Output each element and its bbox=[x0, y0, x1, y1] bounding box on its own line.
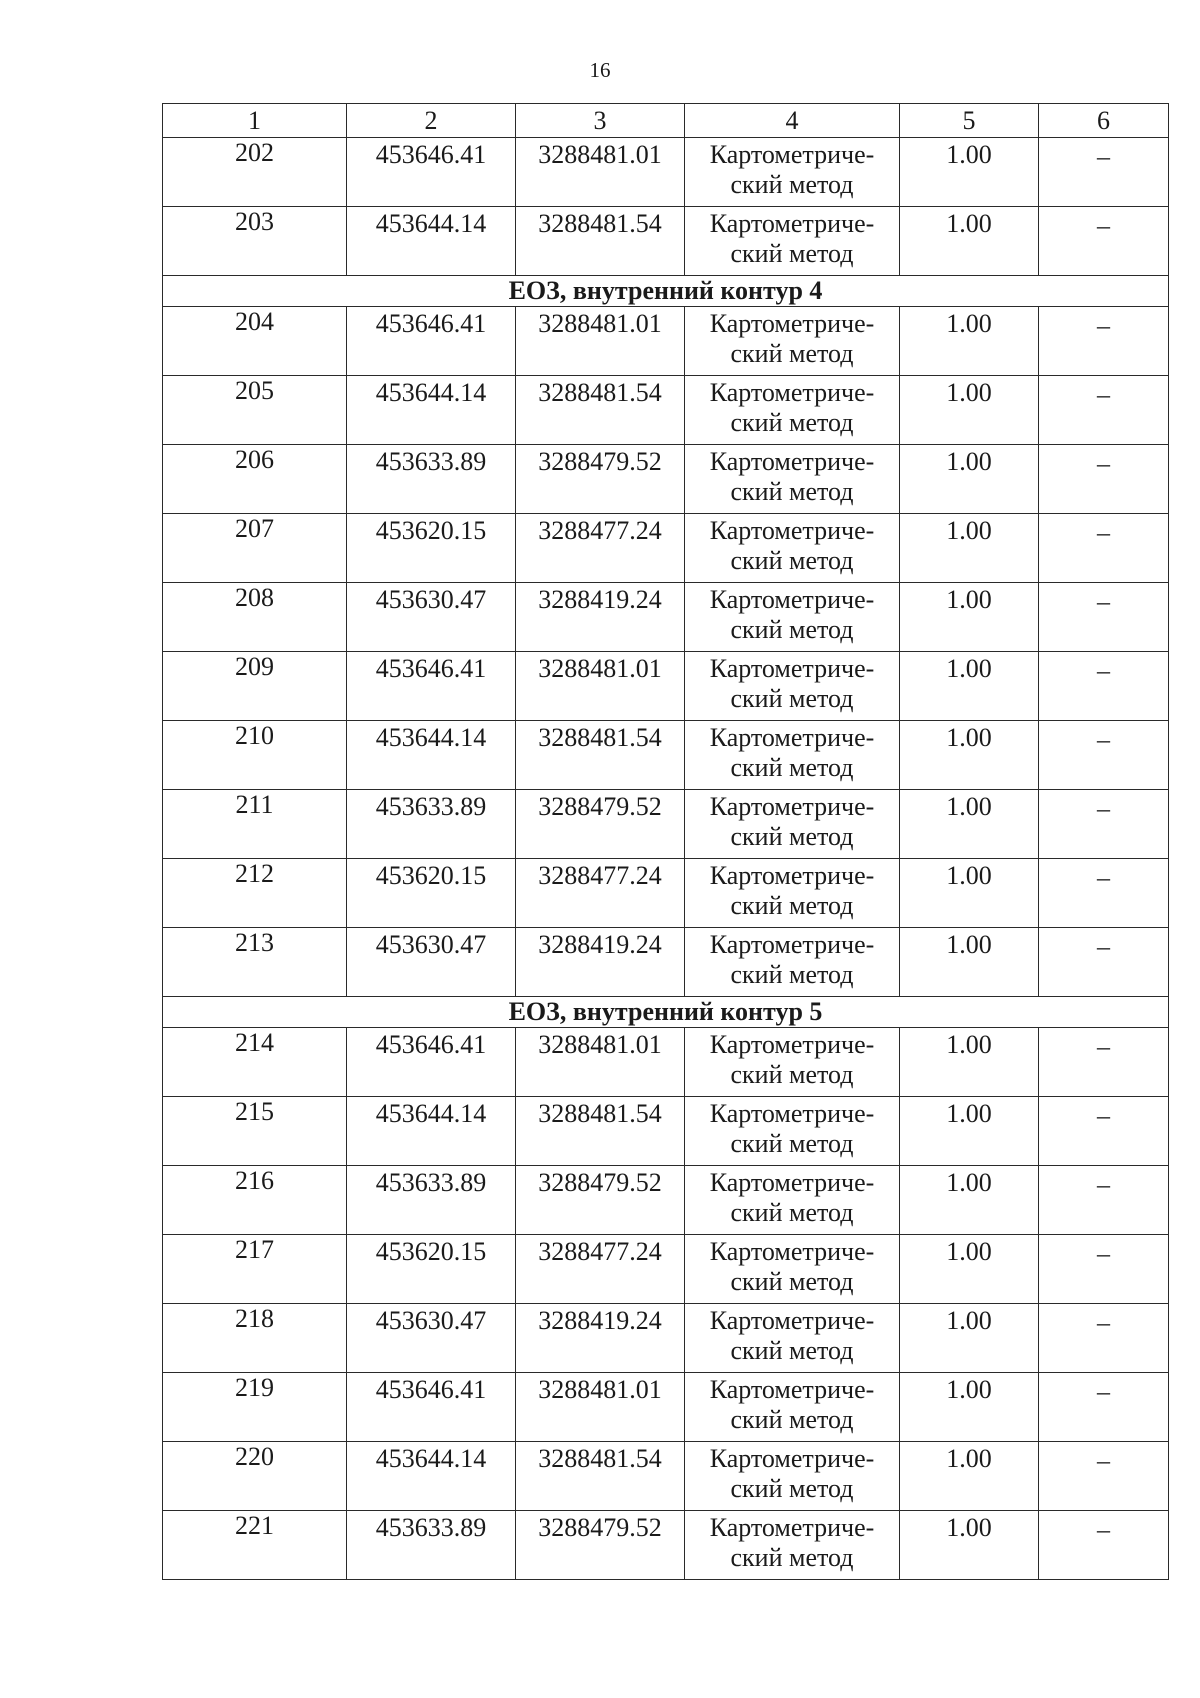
method-cell bbox=[685, 207, 900, 276]
x-coordinate-cell: 453633.89 bbox=[347, 445, 516, 514]
accuracy-cell: 1.00 bbox=[900, 652, 1039, 721]
note-cell: – bbox=[1039, 1442, 1169, 1511]
y-coordinate-cell: 3288477.24 bbox=[516, 1235, 685, 1304]
note-cell: – bbox=[1039, 859, 1169, 928]
x-coordinate-cell: 453630.47 bbox=[347, 928, 516, 997]
point-number-cell: 210 bbox=[163, 721, 347, 790]
method-cell bbox=[685, 376, 900, 445]
column-header: 6 bbox=[1039, 104, 1169, 138]
x-coordinate-cell: 453620.15 bbox=[347, 1235, 516, 1304]
point-number-cell: 202 bbox=[163, 138, 347, 207]
method-line-2: ский метод bbox=[730, 684, 854, 713]
point-number-cell: 218 bbox=[163, 1304, 347, 1373]
y-coordinate-cell: 3288481.54 bbox=[516, 721, 685, 790]
method-line-2: ский метод bbox=[730, 408, 854, 437]
method-line-1: Картометриче- bbox=[709, 1099, 875, 1128]
table-row bbox=[163, 1166, 1169, 1235]
note-cell: – bbox=[1039, 790, 1169, 859]
method-line-1: Картометриче- bbox=[709, 309, 875, 338]
note-cell: – bbox=[1039, 138, 1169, 207]
method-cell bbox=[685, 859, 900, 928]
method-line-2: ский метод bbox=[730, 1543, 854, 1572]
method-line-1: Картометриче- bbox=[709, 1513, 875, 1542]
table-row bbox=[163, 928, 1169, 997]
page-number: 16 bbox=[589, 58, 611, 82]
table-row bbox=[163, 652, 1169, 721]
method-cell bbox=[685, 307, 900, 376]
method-cell bbox=[685, 1166, 900, 1235]
note-cell: – bbox=[1039, 1373, 1169, 1442]
y-coordinate-cell: 3288481.01 bbox=[516, 1373, 685, 1442]
x-coordinate-cell: 453644.14 bbox=[347, 1097, 516, 1166]
method-cell bbox=[685, 1235, 900, 1304]
table-row bbox=[163, 1028, 1169, 1097]
x-coordinate-cell: 453646.41 bbox=[347, 307, 516, 376]
point-number-cell: 220 bbox=[163, 1442, 347, 1511]
method-line-1: Картометриче- bbox=[709, 654, 875, 683]
y-coordinate-cell: 3288479.52 bbox=[516, 1511, 685, 1580]
table-row bbox=[163, 1304, 1169, 1373]
table-row bbox=[163, 514, 1169, 583]
method-line-2: ский метод bbox=[730, 822, 854, 851]
method-line-1: Картометриче- bbox=[709, 447, 875, 476]
table-row bbox=[163, 790, 1169, 859]
y-coordinate-cell: 3288477.24 bbox=[516, 514, 685, 583]
section-header-row bbox=[163, 997, 1169, 1028]
table-header-row bbox=[163, 104, 1169, 138]
table-row bbox=[163, 376, 1169, 445]
point-number-cell: 203 bbox=[163, 207, 347, 276]
accuracy-cell: 1.00 bbox=[900, 721, 1039, 790]
accuracy-cell: 1.00 bbox=[900, 1304, 1039, 1373]
coordinates-table bbox=[162, 103, 1169, 1580]
y-coordinate-cell: 3288479.52 bbox=[516, 1166, 685, 1235]
point-number-cell: 212 bbox=[163, 859, 347, 928]
method-cell bbox=[685, 514, 900, 583]
table-row bbox=[163, 307, 1169, 376]
y-coordinate-cell: 3288481.01 bbox=[516, 1028, 685, 1097]
method-line-1: Картометриче- bbox=[709, 209, 875, 238]
note-cell: – bbox=[1039, 1028, 1169, 1097]
accuracy-cell: 1.00 bbox=[900, 928, 1039, 997]
x-coordinate-cell: 453620.15 bbox=[347, 514, 516, 583]
column-header: 5 bbox=[900, 104, 1039, 138]
table-row bbox=[163, 207, 1169, 276]
method-line-2: ский метод bbox=[730, 477, 854, 506]
x-coordinate-cell: 453644.14 bbox=[347, 721, 516, 790]
method-cell bbox=[685, 1511, 900, 1580]
method-cell bbox=[685, 1028, 900, 1097]
x-coordinate-cell: 453633.89 bbox=[347, 1166, 516, 1235]
method-line-1: Картометриче- bbox=[709, 1444, 875, 1473]
table-row bbox=[163, 721, 1169, 790]
table-row bbox=[163, 445, 1169, 514]
column-header: 1 bbox=[163, 104, 347, 138]
method-line-2: ский метод bbox=[730, 1198, 854, 1227]
column-header: 2 bbox=[347, 104, 516, 138]
column-header: 3 bbox=[516, 104, 685, 138]
method-cell bbox=[685, 652, 900, 721]
table-row bbox=[163, 1235, 1169, 1304]
note-cell: – bbox=[1039, 583, 1169, 652]
x-coordinate-cell: 453620.15 bbox=[347, 859, 516, 928]
y-coordinate-cell: 3288419.24 bbox=[516, 1304, 685, 1373]
x-coordinate-cell: 453630.47 bbox=[347, 583, 516, 652]
y-coordinate-cell: 3288481.01 bbox=[516, 652, 685, 721]
y-coordinate-cell: 3288481.54 bbox=[516, 376, 685, 445]
y-coordinate-cell: 3288479.52 bbox=[516, 445, 685, 514]
table-body bbox=[163, 104, 1169, 1580]
table-row bbox=[163, 859, 1169, 928]
accuracy-cell: 1.00 bbox=[900, 1442, 1039, 1511]
accuracy-cell: 1.00 bbox=[900, 1235, 1039, 1304]
y-coordinate-cell: 3288481.01 bbox=[516, 138, 685, 207]
method-line-1: Картометриче- bbox=[709, 1168, 875, 1197]
point-number-cell: 207 bbox=[163, 514, 347, 583]
accuracy-cell: 1.00 bbox=[900, 1511, 1039, 1580]
method-cell bbox=[685, 721, 900, 790]
x-coordinate-cell: 453633.89 bbox=[347, 1511, 516, 1580]
point-number-cell: 219 bbox=[163, 1373, 347, 1442]
method-cell bbox=[685, 790, 900, 859]
section-title: ЕОЗ, внутренний контур 4 bbox=[163, 276, 1169, 307]
method-line-2: ский метод bbox=[730, 1267, 854, 1296]
note-cell: – bbox=[1039, 1166, 1169, 1235]
point-number-cell: 217 bbox=[163, 1235, 347, 1304]
y-coordinate-cell: 3288479.52 bbox=[516, 790, 685, 859]
method-line-2: ский метод bbox=[730, 891, 854, 920]
point-number-cell: 206 bbox=[163, 445, 347, 514]
method-line-1: Картометриче- bbox=[709, 516, 875, 545]
note-cell: – bbox=[1039, 1304, 1169, 1373]
accuracy-cell: 1.00 bbox=[900, 1097, 1039, 1166]
note-cell: – bbox=[1039, 376, 1169, 445]
method-line-2: ский метод bbox=[730, 1474, 854, 1503]
method-line-2: ский метод bbox=[730, 339, 854, 368]
point-number-cell: 214 bbox=[163, 1028, 347, 1097]
method-line-1: Картометриче- bbox=[709, 378, 875, 407]
accuracy-cell: 1.00 bbox=[900, 859, 1039, 928]
table-row bbox=[163, 138, 1169, 207]
method-cell bbox=[685, 1304, 900, 1373]
method-line-1: Картометриче- bbox=[709, 1306, 875, 1335]
y-coordinate-cell: 3288481.54 bbox=[516, 1442, 685, 1511]
method-line-1: Картометриче- bbox=[709, 1237, 875, 1266]
method-line-2: ский метод bbox=[730, 960, 854, 989]
table-row bbox=[163, 1442, 1169, 1511]
accuracy-cell: 1.00 bbox=[900, 1373, 1039, 1442]
accuracy-cell: 1.00 bbox=[900, 790, 1039, 859]
accuracy-cell: 1.00 bbox=[900, 1166, 1039, 1235]
point-number-cell: 213 bbox=[163, 928, 347, 997]
x-coordinate-cell: 453646.41 bbox=[347, 138, 516, 207]
method-line-2: ский метод bbox=[730, 1405, 854, 1434]
x-coordinate-cell: 453644.14 bbox=[347, 1442, 516, 1511]
y-coordinate-cell: 3288419.24 bbox=[516, 583, 685, 652]
method-line-2: ский метод bbox=[730, 546, 854, 575]
method-line-2: ский метод bbox=[730, 1060, 854, 1089]
point-number-cell: 204 bbox=[163, 307, 347, 376]
x-coordinate-cell: 453646.41 bbox=[347, 1373, 516, 1442]
accuracy-cell: 1.00 bbox=[900, 207, 1039, 276]
method-line-1: Картометриче- bbox=[709, 930, 875, 959]
x-coordinate-cell: 453646.41 bbox=[347, 1028, 516, 1097]
y-coordinate-cell: 3288419.24 bbox=[516, 928, 685, 997]
note-cell: – bbox=[1039, 445, 1169, 514]
method-line-2: ский метод bbox=[730, 239, 854, 268]
method-line-1: Картометриче- bbox=[709, 1375, 875, 1404]
note-cell: – bbox=[1039, 207, 1169, 276]
x-coordinate-cell: 453633.89 bbox=[347, 790, 516, 859]
x-coordinate-cell: 453630.47 bbox=[347, 1304, 516, 1373]
method-line-1: Картометриче- bbox=[709, 861, 875, 890]
y-coordinate-cell: 3288477.24 bbox=[516, 859, 685, 928]
note-cell: – bbox=[1039, 652, 1169, 721]
method-line-1: Картометриче- bbox=[709, 792, 875, 821]
method-line-2: ский метод bbox=[730, 170, 854, 199]
method-cell bbox=[685, 1097, 900, 1166]
table-row bbox=[163, 1511, 1169, 1580]
method-cell bbox=[685, 583, 900, 652]
note-cell: – bbox=[1039, 1097, 1169, 1166]
method-line-2: ский метод bbox=[730, 753, 854, 782]
section-title: ЕОЗ, внутренний контур 5 bbox=[163, 997, 1169, 1028]
table-row bbox=[163, 583, 1169, 652]
method-cell bbox=[685, 445, 900, 514]
y-coordinate-cell: 3288481.54 bbox=[516, 1097, 685, 1166]
note-cell: – bbox=[1039, 721, 1169, 790]
accuracy-cell: 1.00 bbox=[900, 583, 1039, 652]
method-line-1: Картометриче- bbox=[709, 723, 875, 752]
accuracy-cell: 1.00 bbox=[900, 376, 1039, 445]
point-number-cell: 205 bbox=[163, 376, 347, 445]
note-cell: – bbox=[1039, 1235, 1169, 1304]
method-cell bbox=[685, 928, 900, 997]
y-coordinate-cell: 3288481.01 bbox=[516, 307, 685, 376]
method-cell bbox=[685, 1373, 900, 1442]
method-line-2: ский метод bbox=[730, 615, 854, 644]
column-header: 4 bbox=[685, 104, 900, 138]
method-line-1: Картометриче- bbox=[709, 140, 875, 169]
accuracy-cell: 1.00 bbox=[900, 1028, 1039, 1097]
point-number-cell: 211 bbox=[163, 790, 347, 859]
point-number-cell: 216 bbox=[163, 1166, 347, 1235]
note-cell: – bbox=[1039, 928, 1169, 997]
note-cell: – bbox=[1039, 514, 1169, 583]
x-coordinate-cell: 453644.14 bbox=[347, 207, 516, 276]
section-header-row bbox=[163, 276, 1169, 307]
note-cell: – bbox=[1039, 1511, 1169, 1580]
method-line-1: Картометриче- bbox=[709, 585, 875, 614]
accuracy-cell: 1.00 bbox=[900, 138, 1039, 207]
note-cell: – bbox=[1039, 307, 1169, 376]
point-number-cell: 215 bbox=[163, 1097, 347, 1166]
method-line-2: ский метод bbox=[730, 1129, 854, 1158]
x-coordinate-cell: 453646.41 bbox=[347, 652, 516, 721]
method-cell bbox=[685, 1442, 900, 1511]
accuracy-cell: 1.00 bbox=[900, 514, 1039, 583]
method-line-2: ский метод bbox=[730, 1336, 854, 1365]
table-row bbox=[163, 1097, 1169, 1166]
accuracy-cell: 1.00 bbox=[900, 445, 1039, 514]
point-number-cell: 208 bbox=[163, 583, 347, 652]
method-cell bbox=[685, 138, 900, 207]
point-number-cell: 209 bbox=[163, 652, 347, 721]
x-coordinate-cell: 453644.14 bbox=[347, 376, 516, 445]
point-number-cell: 221 bbox=[163, 1511, 347, 1580]
y-coordinate-cell: 3288481.54 bbox=[516, 207, 685, 276]
method-line-1: Картометриче- bbox=[709, 1030, 875, 1059]
table-row bbox=[163, 1373, 1169, 1442]
accuracy-cell: 1.00 bbox=[900, 307, 1039, 376]
